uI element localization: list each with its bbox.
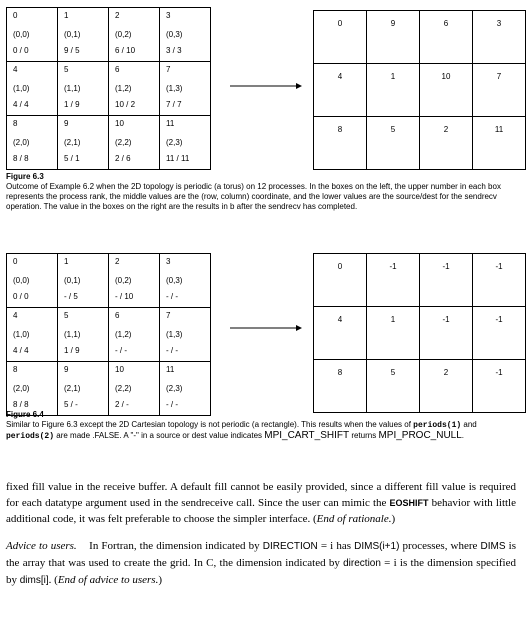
cell-source-dest: - / - (166, 292, 178, 301)
result-cell (314, 117, 367, 170)
grid-cell (160, 8, 211, 62)
grid-cell (7, 308, 58, 362)
cell-source-dest: - / - (166, 346, 178, 355)
cell-rank: 6 (115, 65, 120, 74)
grid-cell (160, 362, 211, 416)
result-value: -1 (389, 262, 397, 271)
result-value: 4 (337, 315, 343, 324)
result-cell (473, 11, 526, 64)
dims-c-index: dims[i] (19, 575, 49, 586)
grid-cell (160, 254, 211, 308)
cell-coord: (2,3) (166, 384, 183, 393)
cell-source-dest: 6 / 10 (115, 46, 136, 55)
cell-coord: (0,0) (13, 276, 30, 285)
cell-coord: (2,3) (166, 138, 183, 147)
cell-source-dest: 8 / 8 (13, 154, 29, 163)
grid-cell (7, 62, 58, 116)
cell-coord: (0,0) (13, 30, 30, 39)
eoshift-code: EOSHIFT (389, 498, 429, 508)
cell-coord: (0,1) (64, 276, 81, 285)
cell-coord: (0,2) (115, 276, 132, 285)
result-value: 5 (390, 368, 396, 377)
result-value: -1 (442, 315, 450, 324)
result-value: -1 (495, 262, 503, 271)
result-cell (473, 360, 526, 413)
grid-cell (109, 116, 160, 170)
result-cell (367, 11, 420, 64)
cell-coord: (2,0) (13, 384, 30, 393)
cell-coord: (2,1) (64, 384, 81, 393)
result-cell (314, 307, 367, 360)
cell-rank: 3 (166, 11, 171, 20)
cell-rank: 11 (166, 119, 175, 128)
cell-coord: (2,0) (13, 138, 30, 147)
cell-rank: 0 (13, 257, 18, 266)
cell-coord: (0,3) (166, 30, 183, 39)
body-text (6, 479, 516, 589)
cell-source-dest: 2 / - (115, 400, 129, 409)
cell-coord: (1,1) (64, 330, 81, 339)
result-cell (367, 254, 420, 307)
cell-rank: 6 (115, 311, 120, 320)
result-value: 7 (496, 72, 502, 81)
end-of-rationale: End of rationale. (316, 513, 392, 525)
cell-source-dest: 11 / 11 (166, 154, 190, 163)
result-value: 3 (496, 19, 502, 28)
result-cell (314, 360, 367, 413)
grid-cell (58, 362, 109, 416)
cell-rank: 1 (64, 11, 69, 20)
grid-cell (109, 62, 160, 116)
cell-coord: (1,3) (166, 84, 183, 93)
mpi-proc-null-name: MPI_PROC_NULL (378, 430, 462, 441)
result-value: 10 (441, 72, 451, 81)
figure-6-4-left-grid (6, 253, 211, 416)
cell-source-dest: 4 / 4 (13, 100, 29, 109)
cell-source-dest: - / 5 (64, 292, 78, 301)
figure-6-3-left-grid (6, 7, 211, 170)
result-value: 0 (337, 262, 343, 271)
cell-source-dest: 1 / 9 (64, 100, 80, 109)
cell-rank: 3 (166, 257, 171, 266)
cell-coord: (0,2) (115, 30, 132, 39)
figure-6-4-arrow (228, 322, 304, 334)
cell-source-dest: - / 10 (115, 292, 134, 301)
grid-cell (58, 8, 109, 62)
result-value: -1 (442, 262, 450, 271)
cell-rank: 5 (64, 65, 69, 74)
cell-source-dest: 1 / 9 (64, 346, 80, 355)
result-value: 2 (443, 125, 449, 134)
periods-2-code: periods(2) (6, 432, 55, 441)
mpi-cart-shift-name: MPI_CART_SHIFT (264, 430, 350, 441)
result-value: 4 (337, 72, 343, 81)
cell-coord: (1,2) (115, 330, 132, 339)
grid-cell (160, 62, 211, 116)
advice-paragraph: Advice to users. In Fortran, the dimension indicated by DIRECTION = i has DIMS(i+1) processes, where DIMS is the array that was used to create the grid. In C, the dimension indicated by direction = i is the dimension specified by dims[i]. (End of advice to users.) (6, 540, 516, 586)
periods-1-code: periods(1) (413, 421, 462, 430)
result-cell (473, 64, 526, 117)
cell-source-dest: 5 / 1 (64, 154, 80, 163)
result-cell (367, 360, 420, 413)
grid-cell (109, 8, 160, 62)
grid-cell (58, 116, 109, 170)
result-cell (420, 117, 473, 170)
cell-rank: 1 (64, 257, 69, 266)
figure-6-4-right-grid (313, 253, 526, 413)
cell-source-dest: 8 / 8 (13, 400, 29, 409)
cell-rank: 10 (115, 119, 124, 128)
grid-cell (7, 116, 58, 170)
grid-cell (109, 308, 160, 362)
grid-cell (109, 254, 160, 308)
figure-6-3-caption (6, 172, 516, 212)
result-cell (473, 307, 526, 360)
dims-i-plus-1: DIMS(i+1) (354, 541, 400, 552)
cell-rank: 2 (115, 11, 120, 20)
cell-coord: (2,1) (64, 138, 81, 147)
result-cell (473, 254, 526, 307)
end-of-advice: End of advice to users. (57, 574, 159, 586)
cell-rank: 5 (64, 311, 69, 320)
result-value: 6 (443, 19, 449, 28)
result-cell (420, 307, 473, 360)
cell-rank: 10 (115, 365, 124, 374)
grid-cell (109, 362, 160, 416)
result-value: 2 (443, 368, 449, 377)
figure-6-4-caption-text: Similar to Figure 6.3 except the 2D Cartesian topology is not periodic (a rectangle). This results when the values of periods(1) and periods(2) are made .FALSE. A "-" in a source or dest value indicates MPI_CART_SHIFT returns MPI_PROC_NULL. (6, 420, 477, 441)
advice-label: Advice to users. (6, 540, 77, 552)
cell-source-dest: 0 / 0 (13, 292, 29, 301)
grid-cell (7, 254, 58, 308)
cell-rank: 8 (13, 365, 18, 374)
figure-6-3-right-grid (313, 10, 526, 170)
result-value: 8 (337, 368, 343, 377)
grid-cell (7, 8, 58, 62)
result-value: 11 (494, 125, 504, 134)
direction-caps: DIRECTION (262, 541, 318, 552)
cell-rank: 4 (13, 65, 18, 74)
dims-name: DIMS (480, 541, 506, 552)
cell-rank: 9 (64, 119, 69, 128)
cell-source-dest: 9 / 5 (64, 46, 80, 55)
cell-coord: (0,1) (64, 30, 81, 39)
cell-source-dest: 2 / 6 (115, 154, 131, 163)
result-cell (367, 117, 420, 170)
cell-coord: (1,0) (13, 84, 30, 93)
cell-rank: 4 (13, 311, 18, 320)
result-value: 1 (390, 315, 396, 324)
grid-cell (58, 254, 109, 308)
result-value: 5 (390, 125, 396, 134)
cell-coord: (1,0) (13, 330, 30, 339)
cell-rank: 9 (64, 365, 69, 374)
grid-cell (58, 62, 109, 116)
cell-coord: (2,2) (115, 384, 132, 393)
cell-source-dest: 10 / 2 (115, 100, 136, 109)
result-cell (314, 11, 367, 64)
result-cell (420, 11, 473, 64)
cell-coord: (1,1) (64, 84, 81, 93)
cell-rank: 7 (166, 311, 171, 320)
rationale-paragraph: fixed fill value in the receive buffer. A default fill cannot be easily provided, since a different fill value is required for each datatype argument used in the sendreceive call. Since the user can mimic the EOSHIFT behavior with little additional code, it was felt preferable to choose the simpler interface. (End of rationale.) (6, 481, 516, 525)
result-cell (314, 64, 367, 117)
direction-lower: direction (343, 558, 381, 569)
grid-cell (58, 308, 109, 362)
result-cell (420, 254, 473, 307)
result-cell (314, 254, 367, 307)
cell-source-dest: - / - (166, 400, 178, 409)
result-cell (420, 360, 473, 413)
grid-cell (160, 308, 211, 362)
cell-source-dest: 5 / - (64, 400, 78, 409)
figure-6-4-title: Figure 6.4 (6, 410, 44, 419)
cell-rank: 11 (166, 365, 175, 374)
cell-source-dest: - / - (115, 346, 127, 355)
result-value: 1 (390, 72, 396, 81)
cell-source-dest: 0 / 0 (13, 46, 29, 55)
result-cell (420, 64, 473, 117)
cell-coord: (2,2) (115, 138, 132, 147)
cell-rank: 2 (115, 257, 120, 266)
cell-source-dest: 3 / 3 (166, 46, 182, 55)
grid-cell (7, 362, 58, 416)
cell-source-dest: 4 / 4 (13, 346, 29, 355)
result-value: -1 (495, 368, 503, 377)
result-value: 9 (390, 19, 396, 28)
figure-6-3-arrow (228, 80, 304, 92)
cell-source-dest: 7 / 7 (166, 100, 182, 109)
cell-coord: (1,3) (166, 330, 183, 339)
result-value: 8 (337, 125, 343, 134)
cell-coord: (0,3) (166, 276, 183, 285)
cell-rank: 7 (166, 65, 171, 74)
result-cell (473, 117, 526, 170)
figure-6-3-caption-text: Outcome of Example 6.2 when the 2D topology is periodic (a torus) on 12 processes. In the boxes on the left, the upper number in each box represents the process rank, the middle values are the (row, column) coordinate, and the lower values are the source/dest for the sendrecv operation. The value in the boxes on the right are the results in b after the sendrecv has completed. (6, 182, 501, 211)
cell-rank: 0 (13, 11, 18, 20)
grid-cell (160, 116, 211, 170)
cell-rank: 8 (13, 119, 18, 128)
figure-6-3-title: Figure 6.3 (6, 172, 44, 181)
cell-coord: (1,2) (115, 84, 132, 93)
result-cell (367, 307, 420, 360)
result-value: 0 (337, 19, 343, 28)
figure-6-4-caption (6, 410, 516, 442)
result-value: -1 (495, 315, 503, 324)
result-cell (367, 64, 420, 117)
